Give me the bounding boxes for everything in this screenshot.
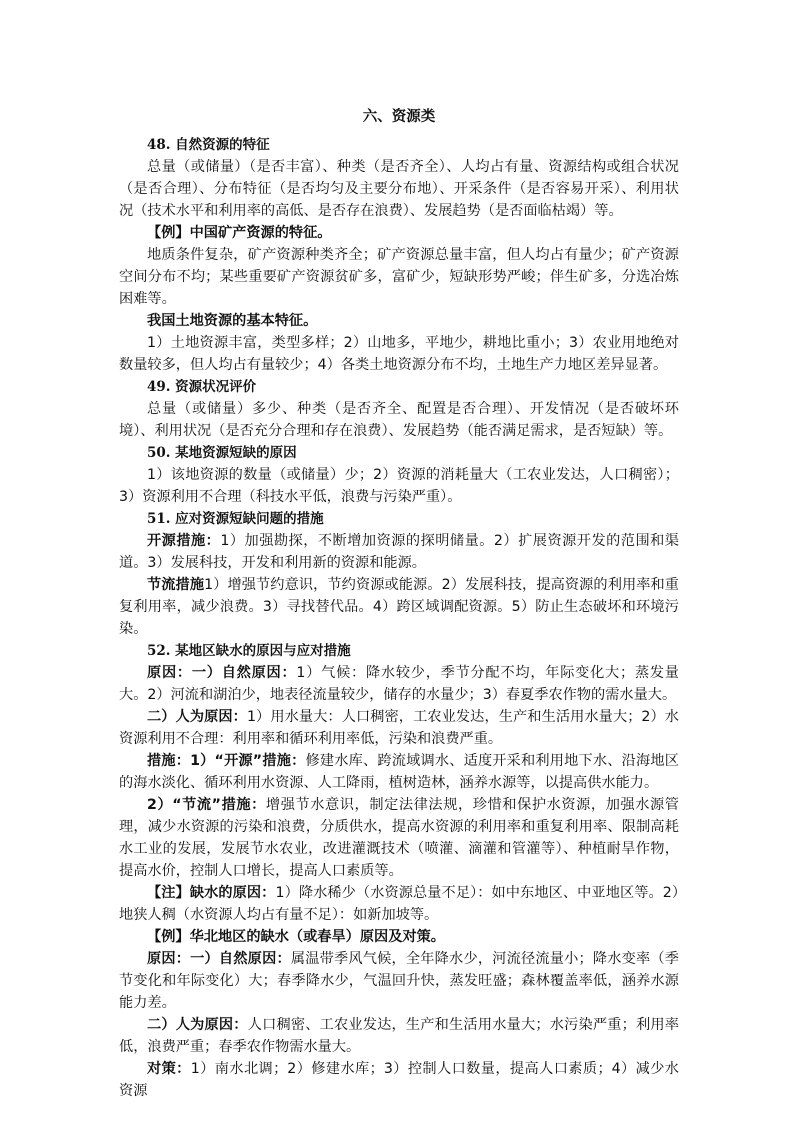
paragraph-52-jieliu [119, 794, 679, 882]
human-cause-label: 二）人为原因： [147, 709, 247, 725]
heading-52: 52. 某地区缺水的原因与应对措施 [147, 643, 351, 659]
nc-measure-text: 1）南水北调；2）修建水库；3）控制人口数量，提高人口素质；4）减少水资源 [119, 1061, 679, 1099]
nc-measure-label: 对策： [147, 1061, 191, 1077]
paragraph-52-cause [119, 662, 679, 706]
paragraph-51-jieliu [119, 574, 679, 640]
nc-natural-text: 属温带季风气候，全年降水少，河流径流量小；降水变率（季节变化和年际变化）大；春季降水少，气温回升快，蒸发旺盛；森林覆盖率低，涵养水源能力差。 [119, 951, 679, 1011]
example-label-mineral: 【例】中国矿产资源的特征。 [147, 225, 332, 241]
kaiyuan-text: 1）加强勘探，不断增加资源的探明储量。2）扩展资源开发的范围和渠道。3）发展科技，开发和利用新的资源和能源。 [119, 533, 679, 571]
land-resource-label: 我国土地资源的基本特征。 [147, 313, 318, 329]
natural-cause-label: 原因：一）自然原因： [147, 665, 297, 681]
jieliu-text: 1）增强节约意识，节约资源或能源。2）发展科技，提高资源的利用率和重复利用率，减少浪费。3）寻找替代品。4）跨区域调配资源。5）防止生态破坏和环境污染。 [119, 577, 679, 637]
paragraph-52-human [119, 706, 679, 750]
nc-human-label: 二）人为原因： [147, 1017, 248, 1033]
heading-50: 50. 某地资源短缺的原因 [147, 445, 297, 461]
paragraph-50-body: 1）该地资源的数量（或储量）少；2）资源的消耗量大（工农业发达，人口稠密）；3）资源利用不合理（科技水平低，浪费与污染严重）。 [119, 467, 679, 505]
kaiyuan-measure-label: 措施：1）“开源”措施： [147, 753, 306, 769]
heading-49: 49. 资源状况评价 [147, 379, 257, 395]
heading-48: 48. 自然资源的特征 [147, 137, 270, 153]
jieliu-measure-text: 增强节水意识，制定法律法规，珍惜和保护水资源，加强水源管理，减少水资源的污染和浪费，分质供水，提高水资源的利用率和重复利用率、限制高耗水工业的发展，发展节水农业，改进灌溉技术（喷灌、滴灌和管灌等）、种植耐旱作物，提高水价，控制人口增长，提高人口素质等。 [119, 797, 679, 879]
paragraph-mineral-features: 地质条件复杂，矿产资源种类齐全；矿产资源总量丰富，但人均占有量少；矿产资源空间分布不均；某些重要矿产资源贫矿多，富矿少，短缺形势严峻；伴生矿多，分选冶炼困难等。 [119, 247, 679, 307]
paragraph-48-body: 总量（或储量）（是否丰富）、种类（是否齐全）、人均占有量、资源结构或组合状况（是否合理）、分布特征（是否均匀及主要分布地）、开采条件（是否容易开采）、利用状况（技术水平和利用率的高低、是否存在浪费）、发展趋势（是否面临枯竭）等。 [119, 159, 679, 219]
heading-51: 51. 应对资源短缺问题的措施 [147, 511, 324, 527]
jieliu-label: 节流措施 [147, 577, 205, 593]
human-cause-text: 1）用水量大：人口稠密，工农业发达，生产和生活用水量大；2）水资源利用不合理：利用率和循环利用率低，污染和浪费严重。 [119, 709, 679, 747]
nc-natural-label: 原因：一）自然原因： [147, 951, 291, 967]
paragraph-52-note [119, 882, 679, 926]
paragraph-49-body: 总量（或储量）多少、种类（是否齐全、配置是否合理）、开发情况（是否破坏环境）、利用状况（是否充分合理和存在浪费）、发展趋势（能否满足需求，是否短缺）等。 [119, 401, 679, 439]
paragraph-north-china-cause [119, 948, 679, 1014]
example-label-north-china: 【例】华北地区的缺水（或春旱）原因及对策。 [147, 929, 445, 945]
paragraph-52-measures [119, 750, 679, 794]
paragraph-north-china-human [119, 1014, 679, 1058]
natural-cause-text: 1）气候：降水较少，季节分配不均，年际变化大；蒸发量大。2）河流和湖泊少，地表径流量较少，储存的水量少；3）春夏季农作物的需水量大。 [119, 665, 679, 703]
nc-human-text: 人口稠密、工农业发达，生产和生活用水量大；水污染严重；利用率低，浪费严重；春季农作物需水量大。 [119, 1017, 679, 1055]
section-title: 六、资源类 [362, 108, 436, 125]
document-content [119, 106, 679, 1102]
note-text: 1）降水稀少（水资源总量不足）：如中东地区、中亚地区等。2）地狭人稠（水资源人均占有量不足）：如新加坡等。 [119, 885, 679, 923]
paragraph-north-china-measures [119, 1058, 679, 1102]
paragraph-51-kaiyuan [119, 530, 679, 574]
kaiyuan-label: 开源措施： [147, 533, 221, 549]
kaiyuan-measure-text: 修建水库、跨流域调水、适度开采和利用地下水、沿海地区的海水淡化、循环利用水资源、人工降雨，植树造林，涵养水源等，以提高供水能力。 [119, 753, 679, 791]
note-label: 【注】缺水的原因： [147, 885, 276, 901]
paragraph-land-features: 1）土地资源丰富，类型多样；2）山地多，平地少，耕地比重小；3）农业用地绝对数量较多，但人均占有量较少；4）各类土地资源分布不均，土地生产力地区差异显著。 [119, 335, 679, 373]
jieliu-measure-label: 2）“节流”措施： [147, 797, 266, 813]
